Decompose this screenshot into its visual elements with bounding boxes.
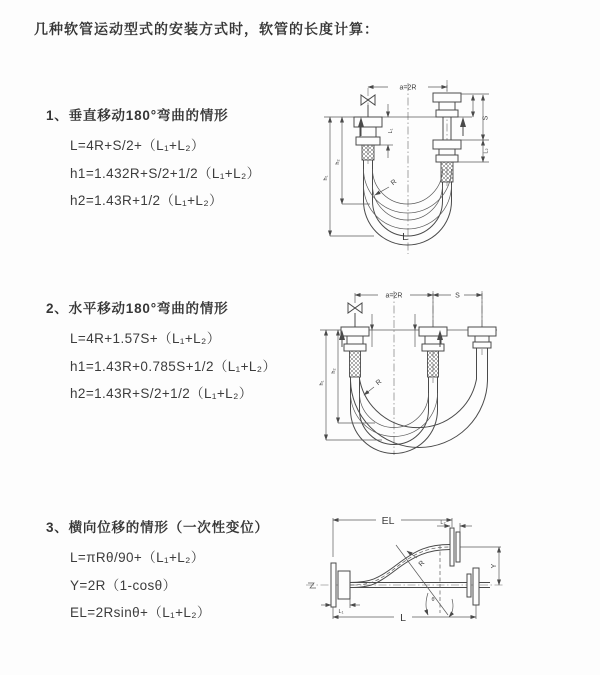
formula-line: L=4R+1.57S+（L₁+L₂）	[70, 331, 221, 346]
formula-line: EL=2Rsinθ+（L₁+L₂）	[70, 605, 211, 620]
dim-label-l2: L₂	[440, 520, 446, 526]
diagram-lateral-displacement	[300, 505, 600, 655]
dim-label-el: EL	[381, 515, 395, 527]
diagram-2-drawing	[312, 283, 600, 463]
centerlines	[368, 80, 447, 254]
dim-label-a2r: a=2R	[399, 84, 417, 92]
formula-line: L=πRθ/90+（L₁+L₂）	[70, 550, 205, 565]
formula-line: h2=1.43R+S/2+1/2（L₁+L₂）	[70, 386, 253, 401]
section-3-formulas	[70, 544, 269, 627]
formula-line: h1=1.43R+0.785S+1/2（L₁+L₂）	[70, 358, 277, 374]
formula-line: Y=2R（1-cosθ）	[70, 577, 177, 593]
small-dimensions	[372, 314, 415, 347]
dim-label-h1: h₁	[319, 380, 325, 386]
dim-label-y: Y	[491, 563, 498, 569]
diagram-horizontal-180-bend	[312, 283, 600, 463]
section-1-heading: 1、垂直移动180°弯曲的情形	[46, 108, 229, 123]
diagram-3-drawing	[300, 505, 600, 655]
dim-label-r: R	[374, 378, 384, 388]
section-2-heading: 2、水平移动180°弯曲的情形	[46, 301, 229, 316]
upper-flange	[450, 528, 460, 566]
formula-line: h1=1.432R+S/2+1/2（L₁+L₂）	[70, 165, 261, 181]
section-horizontal-movement	[46, 297, 276, 408]
dim-label-h2: h₂	[335, 159, 341, 165]
dim-label-l2: L₂	[483, 148, 490, 154]
valve-icon	[361, 95, 375, 117]
dim-label-h1: h₁	[323, 175, 329, 181]
straight-pipe-position	[350, 568, 490, 605]
dimension-a2r	[368, 85, 447, 92]
section-lateral-displacement	[46, 516, 269, 627]
section-vertical-movement	[46, 104, 261, 215]
section-3-heading: 3、横向位移的情形（一次性变位）	[46, 520, 269, 535]
dim-label-theta: θ	[431, 597, 435, 603]
radius-label	[375, 179, 398, 195]
left-flange	[331, 563, 350, 607]
dim-label-s: S	[455, 292, 460, 300]
dimension-a2r-s	[355, 293, 482, 328]
left-fitting	[354, 117, 382, 160]
dim-label-r: R	[389, 178, 399, 188]
dim-label-h2: h₂	[331, 368, 337, 374]
braided-hose-section	[362, 145, 374, 160]
dim-label-a2r: a=2R	[385, 292, 403, 300]
braided-hose-section	[350, 351, 361, 377]
dim-label-l1: L₁	[388, 128, 394, 134]
dim-label-l: L	[402, 231, 408, 243]
diagram-vertical-180-bend	[312, 74, 600, 269]
braided-hose-section	[428, 351, 439, 377]
dimension-y	[460, 547, 501, 585]
section-2-formulas	[70, 325, 276, 408]
section-1-formulas	[70, 132, 261, 215]
dim-label-l1: L₁	[338, 609, 344, 615]
hose-u-bends	[351, 348, 488, 454]
valve-icon	[348, 303, 362, 327]
dim-label-r: R	[417, 559, 427, 569]
radius-construction	[396, 545, 453, 617]
right-fitting	[433, 93, 461, 182]
break-symbol	[308, 583, 316, 588]
formula-line: h2=1.43R+1/2（L₁+L₂）	[70, 193, 223, 208]
dimension-l1	[380, 104, 394, 158]
page-title: 几种软管运动型式的安装方式时，软管的长度计算：	[34, 21, 379, 37]
radius-label	[364, 379, 383, 395]
dimension-l1	[321, 599, 360, 615]
right-fitting-shifted	[468, 327, 496, 348]
dim-label-s: S	[482, 115, 490, 121]
diagram-1-drawing	[312, 74, 600, 269]
dim-label-l: L	[400, 612, 406, 624]
dimension-l	[333, 605, 476, 624]
middle-fitting	[419, 327, 447, 377]
left-fitting	[341, 327, 369, 377]
formula-line: L=4R+S/2+（L₁+L₂）	[70, 138, 205, 153]
